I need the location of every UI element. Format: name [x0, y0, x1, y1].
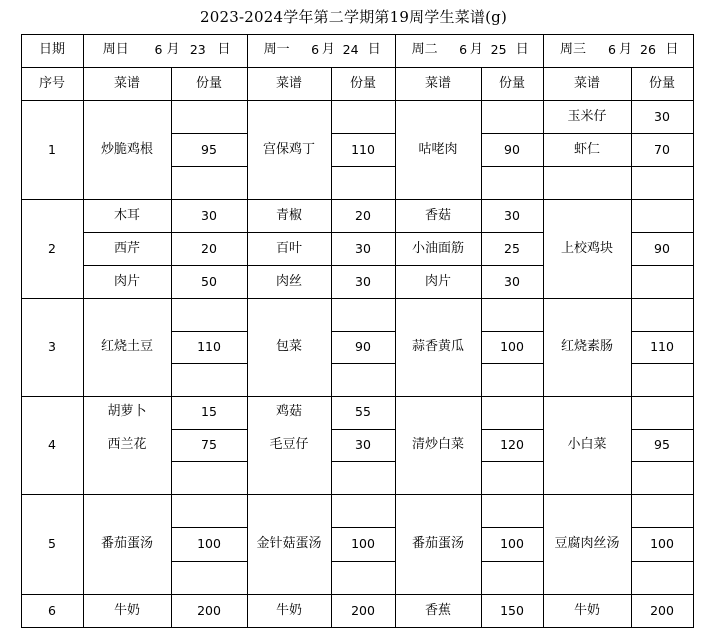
dish-amount: 30 — [504, 207, 520, 223]
day-col-divider — [83, 34, 84, 628]
amount-label: 份量 — [498, 76, 526, 91]
dish-name: 青椒 — [275, 207, 303, 223]
amount-subline — [331, 265, 395, 266]
amount-col-divider — [171, 67, 172, 628]
amount-subline — [171, 166, 247, 167]
menu-subline — [543, 133, 631, 134]
day-month: 6 — [608, 42, 616, 57]
row-number: 5 — [48, 536, 56, 551]
day-col-divider — [395, 34, 396, 628]
menu-subline — [395, 232, 481, 233]
dish-name: 牛奶 — [573, 602, 601, 618]
dish-name: 玉米仔 — [567, 108, 607, 124]
dish-amount: 100 — [500, 536, 524, 551]
dish-amount: 30 — [201, 207, 217, 223]
dish-name: 咕咾肉 — [418, 141, 458, 157]
dish-name: 包菜 — [275, 339, 303, 354]
row-divider — [21, 594, 694, 595]
day-month: 6 — [311, 42, 320, 57]
dish-amount: 110 — [351, 141, 375, 157]
dish-amount: 100 — [500, 339, 524, 354]
dish-name: 木耳 — [113, 207, 141, 223]
dish-amount: 110 — [197, 339, 221, 354]
amount-subline — [481, 331, 543, 332]
amount-subline — [481, 363, 543, 364]
day-date-unit: 日 — [217, 42, 231, 57]
dish-amount: 55 — [355, 404, 371, 420]
dish-amount: 25 — [504, 240, 520, 256]
dish-amount: 30 — [355, 273, 371, 289]
day-month-unit: 月 — [618, 42, 633, 57]
amount-subline — [631, 363, 693, 364]
day-col-divider — [543, 34, 544, 628]
amount-subline — [331, 429, 395, 430]
amount-subline — [481, 133, 543, 134]
amount-subline — [481, 265, 543, 266]
dish-amount: 30 — [355, 240, 371, 256]
dish-amount: 90 — [654, 240, 670, 256]
amount-col-divider — [481, 67, 482, 628]
amount-subline — [481, 527, 543, 528]
amount-subline — [631, 331, 693, 332]
amount-subline — [631, 429, 693, 430]
dish-amount: 15 — [201, 404, 217, 420]
menu-subline — [395, 265, 481, 266]
dish-amount: 100 — [650, 536, 674, 551]
table-border-top — [21, 34, 694, 35]
dish-amount: 150 — [500, 602, 524, 618]
menu-label: 菜谱 — [573, 76, 601, 91]
header-divider — [21, 67, 694, 68]
amount-subline — [631, 265, 693, 266]
amount-label: 份量 — [648, 76, 676, 91]
day-date: 23 — [189, 42, 206, 57]
menu-subline — [247, 232, 331, 233]
menu-subline — [83, 232, 171, 233]
day-date-unit: 日 — [367, 42, 381, 57]
amount-subline — [631, 133, 693, 134]
dish-name: 番茄蛋汤 — [411, 536, 465, 551]
menu-subline — [543, 166, 631, 167]
amount-subline — [331, 527, 395, 528]
day-month-unit: 月 — [166, 42, 180, 57]
dish-name: 香菇 — [424, 207, 452, 223]
row-number: 2 — [48, 240, 56, 256]
day-date: 24 — [342, 42, 359, 57]
day-weekday: 周三 — [559, 42, 587, 57]
amount-subline — [171, 232, 247, 233]
dish-name: 香蕉 — [424, 602, 452, 618]
menu-subline — [83, 265, 171, 266]
row-number: 6 — [48, 602, 56, 618]
amount-label: 份量 — [349, 76, 377, 91]
amount-subline — [331, 331, 395, 332]
row-divider — [21, 199, 694, 200]
dish-amount: 200 — [650, 602, 674, 618]
subheader-divider — [21, 100, 694, 101]
dish-name: 金针菇蛋汤 — [256, 536, 322, 551]
row-divider — [21, 494, 694, 495]
day-date-unit: 日 — [515, 42, 529, 57]
day-weekday: 周日 — [102, 42, 129, 57]
amount-subline — [171, 461, 247, 462]
dish-amount: 90 — [355, 339, 371, 354]
dish-name: 肉片 — [113, 273, 141, 289]
dish-amount: 30 — [504, 273, 520, 289]
amount-subline — [481, 232, 543, 233]
dish-name: 胡萝卜 — [107, 404, 147, 420]
menu-subline — [247, 265, 331, 266]
dish-amount: 200 — [351, 602, 375, 618]
amount-subline — [171, 429, 247, 430]
dish-name: 炒脆鸡根 — [100, 141, 154, 157]
dish-name: 清炒白菜 — [411, 437, 465, 452]
dish-amount: 95 — [654, 437, 670, 452]
day-date: 26 — [640, 42, 656, 57]
dish-name: 番茄蛋汤 — [100, 536, 154, 551]
dish-name: 鸡菇 — [275, 404, 303, 420]
amount-subline — [481, 461, 543, 462]
day-weekday: 周二 — [411, 42, 438, 57]
page-title: 2023-2024学年第二学期第19周学生菜谱(g) — [199, 8, 507, 26]
dish-name: 宫保鸡丁 — [262, 141, 316, 157]
amount-subline — [171, 561, 247, 562]
dish-name: 红烧素肠 — [560, 339, 614, 354]
dish-name: 百叶 — [275, 240, 303, 256]
dish-amount: 110 — [650, 339, 674, 354]
amount-subline — [631, 561, 693, 562]
amount-subline — [481, 429, 543, 430]
dish-amount: 20 — [201, 240, 217, 256]
dish-name: 豆腐肉丝汤 — [554, 536, 620, 551]
amount-subline — [481, 166, 543, 167]
dish-name: 红烧土豆 — [100, 339, 154, 354]
amount-subline — [331, 561, 395, 562]
menu-label: 菜谱 — [424, 76, 452, 91]
dish-name: 肉片 — [424, 273, 452, 289]
table-border-bottom — [21, 627, 694, 628]
row-number: 1 — [48, 141, 56, 157]
dish-name: 小油面筋 — [411, 240, 465, 256]
dish-name: 小白菜 — [567, 437, 607, 452]
dish-amount: 70 — [654, 141, 670, 157]
dish-name: 虾仁 — [573, 141, 601, 157]
row-divider — [21, 298, 694, 299]
dish-amount: 100 — [351, 536, 375, 551]
day-month-unit: 月 — [469, 42, 483, 57]
amount-subline — [171, 331, 247, 332]
amount-subline — [171, 133, 247, 134]
dish-amount: 30 — [355, 437, 371, 452]
dish-amount: 90 — [504, 141, 520, 157]
dish-amount: 30 — [654, 108, 670, 124]
amount-subline — [631, 461, 693, 462]
day-month: 6 — [154, 42, 163, 57]
dish-name: 上校鸡块 — [560, 240, 614, 256]
amount-subline — [481, 561, 543, 562]
amount-subline — [171, 363, 247, 364]
dish-amount: 200 — [197, 602, 221, 618]
dish-name: 蒜香黄瓜 — [411, 339, 465, 354]
day-col-divider — [247, 34, 248, 628]
dish-name: 西兰花 — [107, 437, 147, 452]
amount-label: 份量 — [195, 76, 223, 91]
menu-label: 菜谱 — [275, 76, 303, 91]
amount-subline — [331, 166, 395, 167]
amount-subline — [331, 133, 395, 134]
dish-name: 毛豆仔 — [269, 437, 309, 452]
dish-amount: 20 — [355, 207, 371, 223]
day-date: 25 — [490, 42, 507, 57]
dish-amount: 120 — [500, 437, 524, 452]
amount-col-divider — [631, 67, 632, 628]
amount-subline — [171, 265, 247, 266]
amount-subline — [631, 527, 693, 528]
row-number: 3 — [48, 339, 56, 354]
amount-subline — [171, 527, 247, 528]
dish-amount: 95 — [201, 141, 217, 157]
table-border-left — [21, 34, 22, 628]
amount-subline — [331, 461, 395, 462]
row-number: 4 — [48, 437, 56, 452]
day-date-unit: 日 — [665, 42, 679, 57]
dish-name: 西芹 — [113, 240, 141, 256]
date-label: 日期 — [38, 42, 66, 57]
table-border-right — [693, 34, 694, 628]
amount-subline — [331, 363, 395, 364]
row-divider — [21, 396, 694, 397]
amount-col-divider — [331, 67, 332, 628]
seq-label: 序号 — [38, 76, 66, 91]
day-month-unit: 月 — [321, 42, 335, 57]
dish-amount: 100 — [197, 536, 221, 551]
dish-name: 肉丝 — [275, 273, 303, 289]
dish-amount: 75 — [201, 437, 217, 452]
amount-subline — [331, 232, 395, 233]
amount-subline — [631, 232, 693, 233]
dish-name: 牛奶 — [275, 602, 303, 618]
day-weekday: 周一 — [263, 42, 290, 57]
amount-subline — [631, 166, 693, 167]
dish-name: 牛奶 — [113, 602, 141, 618]
day-month: 6 — [459, 42, 468, 57]
dish-amount: 50 — [201, 273, 217, 289]
menu-label: 菜谱 — [113, 76, 141, 91]
